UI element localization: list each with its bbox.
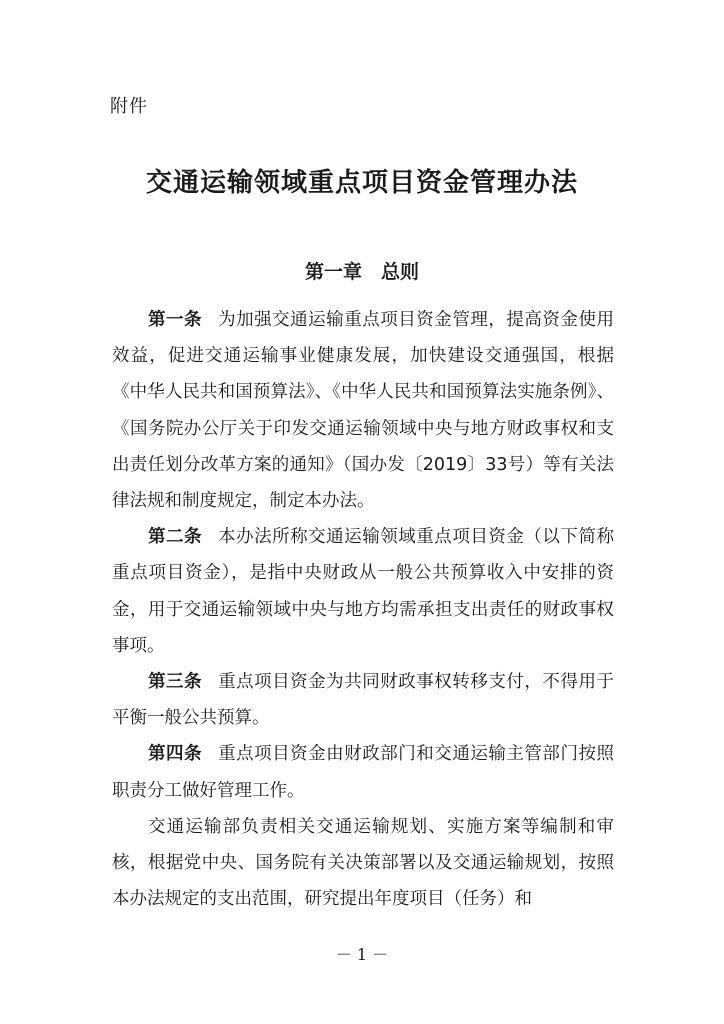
article-paragraph — [112, 302, 614, 519]
chapter-heading: 第一章 总则 — [304, 261, 419, 283]
article-number: 第二条 — [148, 527, 203, 548]
attachment-label: 附件 — [110, 96, 148, 117]
article-text: 重点项目资金由财政部门和交通运输主管部门按照职责分工做好管理工作。 — [112, 744, 614, 801]
article-number: 第一条 — [148, 310, 203, 330]
document-body — [112, 302, 614, 917]
article-number: 第三条 — [148, 672, 203, 693]
article-text: 重点项目资金为共同财政事权转移支付，不得用于平衡一般公共预算。 — [112, 672, 614, 729]
article-paragraph — [112, 736, 614, 808]
page-number: － 1 － — [335, 945, 389, 964]
article-number: 第四条 — [148, 744, 203, 765]
article-paragraph — [112, 519, 614, 664]
article-text: 本办法所称交通运输领域重点项目资金（以下简称重点项目资金），是指中央财政从一般公共预算收入中安排的资金，用于交通运输领域中央与地方均需承担支出责任的财政事权事项。 — [112, 527, 614, 656]
article-text: 为加强交通运输重点项目资金管理，提高资金使用效益，促进交通运输事业健康发展，加快建设交通强国，根据《中华人民共和国预算法》、《中华人民共和国预算法实施条例》、《国务院办公厅关于印发交通运输领域中央与地方财政事权和支出责任划分改革方案的通知》（国办发〔2019〕33号）等有关法律法规和制度规定，制定本办法。 — [112, 310, 614, 512]
document-title: 交通运输领域重点项目资金管理办法 — [145, 168, 578, 198]
article-paragraph — [112, 664, 614, 736]
body-paragraph — [112, 809, 614, 918]
paragraph-text: 交通运输部负责相关交通运输规划、实施方案等编制和审核，根据党中央、国务院有关决策部署以及交通运输规划，按照本办法规定的支出范围，研究提出年度项目（任务）和 — [112, 816, 614, 910]
